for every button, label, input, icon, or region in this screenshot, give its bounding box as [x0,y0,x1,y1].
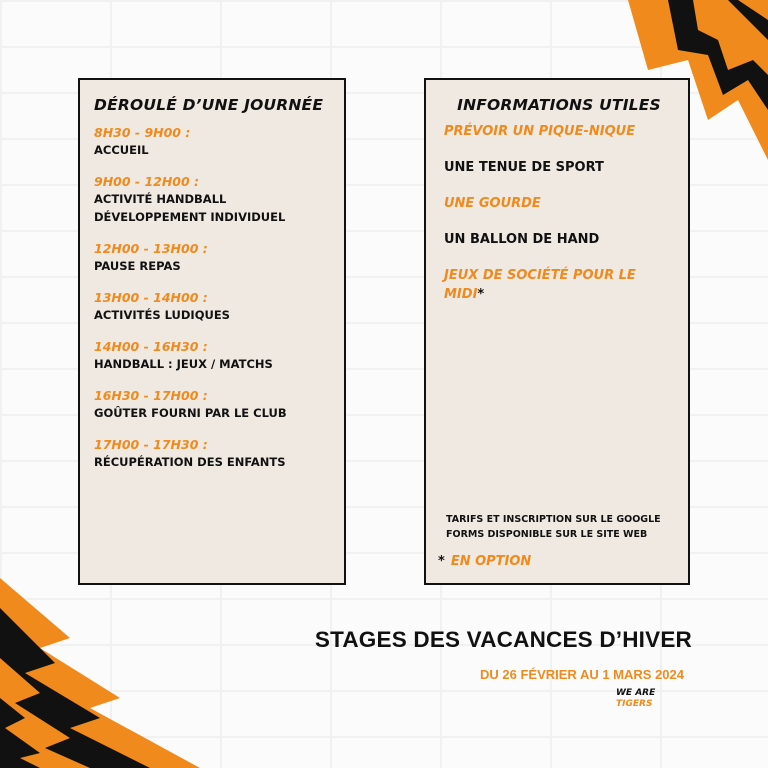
schedule-time: 13H00 - 14H00 : [94,290,208,305]
schedule-item [94,173,330,226]
schedule-item [94,338,330,373]
schedule-activity: PAUSE REPAS [94,259,181,273]
page-title: STAGES DES VACANCES D’HIVER [314,627,692,652]
tarifs-note: TARIFS ET INSCRIPTION SUR LE GOOGLE FORMS DISPONIBLE SUR LE SITE WEB [446,514,661,540]
info-item: UN BALLON DE HAND [444,232,600,247]
schedule-time: 16H30 - 17H00 : [94,388,208,403]
schedule-time: 12H00 - 13H00 : [94,241,208,256]
useful-info-card [424,78,690,585]
date-range: DU 26 FÉVRIER AU 1 MARS 2024 [480,667,684,682]
info-title: INFORMATIONS UTILES [457,96,661,114]
schedule-activity: ACCUEIL [94,143,149,157]
schedule-activity: DÉVELOPPEMENT INDIVIDUEL [94,210,286,224]
schedule-time: 8H30 - 9H00 : [94,125,191,140]
schedule-item [94,436,330,471]
schedule-item [94,289,330,324]
schedule-time: 14H00 - 16H30 : [94,339,208,354]
corner-decoration-bottom-left [0,578,200,768]
we-are-tigers-logo [616,688,686,710]
optional-asterisk: * [477,287,485,302]
schedule-activity: RÉCUPÉRATION DES ENFANTS [94,455,286,469]
schedule-item [94,124,330,159]
option-label: EN OPTION [450,554,532,569]
schedule-activity: HANDBALL : JEUX / MATCHS [94,357,273,371]
schedule-title: DÉROULÉ D’UNE JOURNÉE [94,96,324,114]
option-asterisk: * [438,554,445,569]
schedule-item [94,387,330,422]
daily-schedule-card [78,78,346,585]
info-item: PRÉVOIR UN PIQUE-NIQUE [444,124,636,139]
info-item: UNE GOURDE [444,196,541,211]
logo-line-2: TIGERS [616,699,653,709]
schedule-item [94,240,330,275]
logo-line-1: WE ARE [616,688,656,698]
schedule-activity: ACTIVITÉS LUDIQUES [94,308,230,322]
info-item: UNE TENUE DE SPORT [444,160,604,175]
info-item-optional [444,266,674,304]
schedule-time: 9H00 - 12H00 : [94,174,200,189]
option-legend [438,554,531,569]
schedule-activity: GOÛTER FOURNI PAR LE CLUB [94,406,287,420]
info-item-text: JEUX DE SOCIÉTÉ POUR LE MIDI [444,268,636,302]
schedule-activity: ACTIVITÉ HANDBALL [94,192,227,206]
schedule-time: 17H00 - 17H30 : [94,437,208,452]
